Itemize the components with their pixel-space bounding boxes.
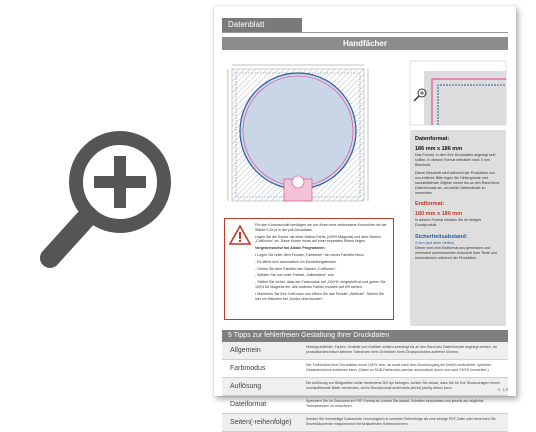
warning-p3: • Legen Sie unter dem Fenster „Farbfelder“ ein neues Farbfeld hinzu xyxy=(255,252,364,257)
tip-row-dateiformat xyxy=(222,396,508,414)
zoom-in-icon[interactable] xyxy=(40,120,180,270)
tip-row-aufloesung xyxy=(222,378,508,396)
tip-row-farbmodus xyxy=(222,360,508,378)
tip-text: Die Auflösung von Bildgrafiken sollte mindestens 300 dpi betragen. Achten Sie darauf, dass Sie für Ihre Druckvorlagen immer hochauflösende Bilder verwenden, da Ihr Druckprodukt andernfalls (leicht) pixelig wirken kann. xyxy=(306,381,500,390)
tip-label: Allgemein xyxy=(230,347,261,354)
beschnitt-text: Dieser Beschnitt wird während der Produktion von uns entfernt. Bitte legen Sie Hintergründe und randabfallende Objekte immer bis an den Rand Ihres Datenformats an, um weiße Seitenränder zu vermeiden. xyxy=(415,171,500,195)
sicherheit-sub: (auf allen Seiten) xyxy=(425,240,455,245)
sicherheit-heading: Sicherheitsabstand: xyxy=(415,233,468,240)
endformat-size: 180 mm x 180 mm xyxy=(415,211,463,218)
section-tab: Datenblatt xyxy=(222,18,302,32)
page-number: S. 1/3 xyxy=(497,387,508,392)
warning-text xyxy=(255,223,389,303)
contour-warning-box xyxy=(224,218,394,320)
sicherheit-text: Dieser wird vom Endformat aus gemessen und verhindert unerwünschten Anschnitt Ihrer Texte und Informationen während der Produktion. xyxy=(415,245,497,260)
page-title: Handfächer xyxy=(222,37,508,50)
tip-row-seiten xyxy=(222,414,508,432)
tip-row-allgemein xyxy=(222,342,508,360)
warning-p6: - Wählen Sie nun unter Farbart „Volltonfarbe“ aus. xyxy=(255,273,335,278)
tip-label: Seiten(-reihenfolge) xyxy=(230,419,292,426)
tips-section xyxy=(222,330,508,432)
corner-detail-figure xyxy=(410,61,506,125)
warning-p4: - Es öffnet sich automatisch ein Einstellungsfenster. xyxy=(255,259,338,264)
header-rule xyxy=(222,32,508,33)
fan-technical-drawing xyxy=(224,61,372,209)
tip-text: Hintergrundbilder, Farben, Verläufe und Grafiken sollten unbedingt bis an den Rand des Datenformats angelegt werden, da produktionstechnisch kleinere Toleranzen beim Schneiden Ihres Druckproduktes auftreten können. xyxy=(306,345,497,354)
warning-p2: Legen Sie die Kontur mit einer Vollton-Farbe (100% Magenta) und dem Namen „CutKontur“ an. Diese Kontur muss auf einer separaten Ebene liegen. xyxy=(255,234,381,244)
endformat-heading: Endformat: xyxy=(415,201,445,208)
tips-heading: 5 Tipps zur fehlerfreien Gestaltung Ihrer Druckdaten xyxy=(222,330,508,342)
sicherheit-size: 3 mm xyxy=(415,240,425,245)
warning-icon xyxy=(229,225,251,245)
format-info-box xyxy=(410,130,506,326)
tip-text: Der Farbmodus Ihrer Druckdaten muss CMYK sein, da sonst nach dem Druckvorgang ein (leicht) veränderter, optischer Gesamteindruck entstehen kann. (Daten im RGB-Farbmodus werden automatisch durch uns nach CMYK konvertiert.) xyxy=(306,363,492,372)
warning-p5: - Geben Sie dem Farbfeld den Namen „CutKontur“. xyxy=(255,266,337,271)
tip-text: Senden Sie mehrseitige Dokumente chronologisch in korrekter Reihenfolge als eine einzige PDF-Datei oder benennen Sie Einzeldokumente entsprechend mit fortlaufenden Seitennummern. xyxy=(306,417,496,426)
warning-p1: Für den Konturschnitt benötigen wir von Ihnen eine vektorisierte Konturlinie mit der Stärke 0,25 pt in der pdf-Druckdatei. xyxy=(255,223,387,232)
endformat-text: In diesem Format erhalten Sie Ihr fertiges Druckprodukt. xyxy=(415,218,482,228)
tip-text: Speichern Sie Ihr Dokument im PDF-Format ab. Achten Sie darauf, Schriften einzubetten und jeweils als möglichst Transparenzen zu reduzieren. xyxy=(306,399,484,408)
datenformat-heading: Datenformat: xyxy=(415,136,450,142)
datasheet-page xyxy=(214,6,516,426)
tip-label: Farbmodus xyxy=(230,365,266,372)
datenformat-text: Das Format, in dem Ihre Druckdaten angelegt sein sollten. In diesem Format enthalten sind: 3 mm Beschnitt. xyxy=(415,153,496,167)
warning-p7: - Stellen Sie sicher, dass der Farbmodus auf „CMYK“ eingestellt ist und geben Sie 100% für Magenta ein, alle anderen Farben müssen auf 0% stehen. xyxy=(255,280,386,289)
warning-heading: Vorgehensweise bei Adobe Programmen: xyxy=(255,246,326,251)
tip-label: Dateiformat xyxy=(230,401,267,408)
datenformat-size: 186 mm x 186 mm xyxy=(415,146,463,152)
tip-label: Auflösung xyxy=(230,383,262,390)
warning-p8: • Markieren Sie Ihre CutKontur und öffnen Sie das Fenster „Attribute“. Setzen Sie hier ein Häkchen bei „Kontur überdrucken“. xyxy=(255,291,385,301)
